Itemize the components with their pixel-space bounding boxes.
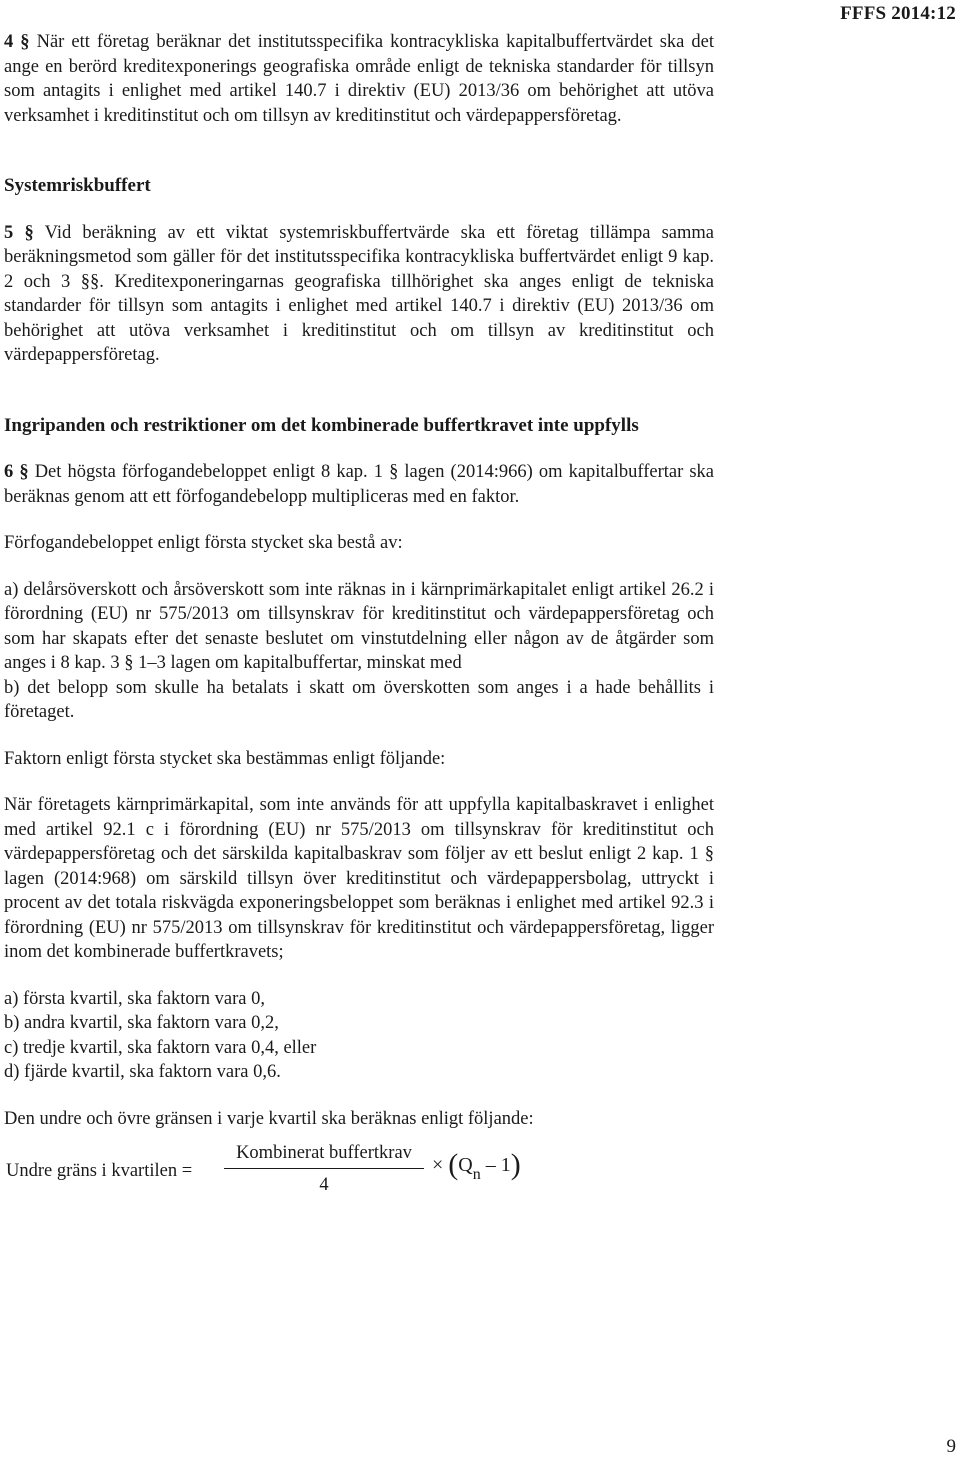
section-number: 6 § bbox=[4, 462, 29, 482]
document-body bbox=[4, 30, 714, 1201]
times-sign: × bbox=[432, 1154, 444, 1176]
formula-lhs: Undre gräns i kvartilen = bbox=[6, 1161, 193, 1181]
formula-rhs bbox=[432, 1148, 521, 1188]
formula bbox=[4, 1141, 714, 1201]
paragraph-6 bbox=[4, 460, 714, 509]
formula-denominator: 4 bbox=[319, 1174, 329, 1195]
section-heading-systemriskbuffert: Systemriskbuffert bbox=[4, 175, 151, 196]
paragraph-text: Det högsta förfogandebeloppet enligt 8 kap. 1 § lagen (2014:966) om kapitalbuffertar ska beräknas genom att ett förfogandebelopp multipliceras med en faktor. bbox=[4, 462, 715, 507]
paragraph-forfogande: Förfogandebeloppet enligt första stycket ska bestå av: bbox=[4, 533, 403, 553]
section-number: 4 § bbox=[4, 32, 30, 52]
open-paren: ( bbox=[448, 1148, 459, 1181]
paragraph-den: Den undre och övre gränsen i varje kvartil ska beräknas enligt följande: bbox=[4, 1108, 534, 1129]
section-heading-ingripanden: Ingripanden och restriktioner om det kombinerade buffertkravet inte uppfylls bbox=[4, 414, 639, 436]
quartile-item: b) andra kvartil, ska faktorn vara 0,2, bbox=[4, 1013, 279, 1033]
quartile-item: d) fjärde kvartil, ska faktorn vara 0,6. bbox=[4, 1062, 281, 1082]
list-item-a: a) delårsöverskott och årsöverskott som inte räknas in i kärnprimärkapitalet enligt artikel 26.2 i förordning (EU) nr 575/2013 om tillsynskrav för kreditinstitut och värdepappersföretag och som har skapats efter det senaste beslutet om vinstutdelning eller någon av de åtgärder som anges i 8 kap. 3 § 1–3 lagen om kapitalbuffertar, minskat med bbox=[4, 579, 714, 673]
list-item-b: b) det belopp som skulle ha betalats i skatt om överskotten som anges i a hade behållits i företaget. bbox=[4, 677, 714, 722]
quartile-item: c) tredje kvartil, ska faktorn vara 0,4, eller bbox=[4, 1037, 317, 1058]
quartile-item: a) första kvartil, ska faktorn vara 0, bbox=[4, 988, 265, 1009]
paragraph-text: När ett företag beräknar det institutsspecifika kontracykliska kapitalbuffertvärdet ska det ange en berörd kreditexponerings geografiska område enligt de tekniska standarder för tillsyn som antagits i enlighet med artikel 140.7 i direktiv (EU) 2013/36 om behörighet att utöva verksamhet i kreditinstitut och om tillsyn av kreditinstitut och värdepappersföretag. bbox=[4, 32, 715, 126]
formula-fraction bbox=[222, 1141, 426, 1197]
paragraph-5 bbox=[4, 221, 714, 368]
formula-numerator: Kombinerat buffertkrav bbox=[236, 1143, 412, 1163]
paragraph-4 bbox=[4, 30, 714, 128]
running-header: FFFS 2014:12 bbox=[840, 3, 956, 24]
formula-q: Q bbox=[458, 1154, 473, 1176]
page-number: 9 bbox=[946, 1435, 956, 1457]
section-number: 5 § bbox=[4, 222, 34, 243]
paragraph-nar: När företagets kärnprimärkapital, som inte används för att uppfylla kapitalbaskravet i enlighet med artikel 92.1 c i förordning (EU) nr 575/2013 om tillsynskrav för kreditinstitut och värdepappersföretag och det särskilda kapitalbaskrav som följer av ett beslut enligt 2 kap. 1 § lagen (2014:968) om särskild tillsyn över kreditinstitut och värdepappersbolag, uttryckt i procent av det totala riskvägda exponeringsbeloppet som beräknas i enlighet med artikel 92.3 i förordning (EU) nr 575/2013 om tillsynskrav för kreditinstitut och värdepappersföretag, ligger inom det kombinerade buffertkravets; bbox=[4, 795, 714, 962]
paragraph-text: Vid beräkning av ett viktat systemriskbuffertvärde ska ett företag tillämpa samma beräkningsmetod som gäller för det institutsspecifika kontracykliska buffertvärdet enligt 9 kap. 2 och 3 §§. Kreditexponeringarnas geografiska tillhörighet ska anges enligt de tekniska standarder för tillsyn som antagits i enlighet med artikel 140.7 i direktiv (EU) 2013/36 om behörighet att utöva verksamhet i kreditinstitut och om tillsyn av kreditinstitut och värdepappersföretag. bbox=[4, 222, 715, 365]
close-paren: ) bbox=[510, 1148, 521, 1181]
formula-minus-one: – 1 bbox=[485, 1154, 511, 1176]
paragraph-faktorn: Faktorn enligt första stycket ska bestämmas enligt följande: bbox=[4, 748, 446, 769]
formula-subscript: n bbox=[472, 1166, 481, 1183]
